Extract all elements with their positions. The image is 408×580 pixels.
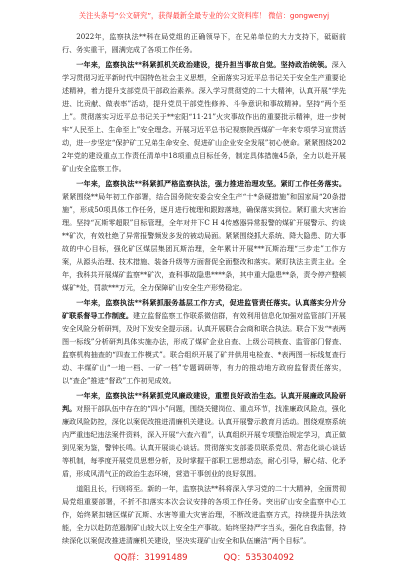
paragraph-text: 道阻且长，行则将至。新的一年，监察执法**科将深入学习党的二十大精神，全面贯彻局党组重要部署，不折不扣落实本次会议安排的各项工作任务。突出矿山安全监察中心工作，始终紧扣辖区煤矿瓦斯、水害等重大灾害治理，不断改进监察方式，持续提升执法效能，全力以赴防范遏制矿山较大以上安全生产事故。始终坚持严字当头，强化自我监督，持续深化以案促改推进清廉机关建设，坚决实现矿山安全和队伍廉洁“两个目标”。 [62,484,346,545]
document-body [62,30,346,549]
paragraph-integrity [62,389,346,480]
paragraph-grassroots-service [62,296,346,387]
paragraph-text: 深入学习贯彻习近平新时代中国特色社会主义思想，全面落实习近平总书记关于安全生产重要论述精神，着力提升支部党员干部政治素养。深入学习贯彻党的二十大精神，认真开展“学先进、比贡献、做表率”活动，提升党员干部党性修养、斗争意识和事故精神。坚持“两个至上”。贯彻落实习近平总书记关于**宏阳“11·21”火灾事故作出的重要批示精神，进一步树牢“人民至上、生命至上”安全理念。开展习近平总书记视察陕西煤矿一年来专项学习宣贯活动，进一步坚定“保护矿工兄弟生命安全、促进矿山企业安全发展”初心使命。紧紧围绕2022年党的建设重点工作责任清单中18项重点目标任务，制定具体措施45条，全力以赴开展矿山安全监察工作。 [62,60,347,173]
paragraph-text: 对照干部队伍中存在的“四小”问题，围绕关键岗位、重点环节，找准廉政风险点，强化廉政风险防控，深化以案促改推进清廉机关建设。认真开展警示教育月活动。围绕观察系统内严重违纪违法案件资料，深入开展“六查六看”，认真组织开展专项整治规定学习，真正做到见案为鉴，警钟长鸣。认真开展谈心谈话。贯彻落实支部委员联系党员、常态化谈心谈话等机制，每季度开展党员思想分析，及时掌握干部职工思想动态，耐心引导，解心结、化矛盾，形成风清气正的政治生态环境，营造干事创业的良好氛围。 [62,404,346,478]
promo-banner [52,10,356,21]
qq-contact-text: QQ：535304092 [223,553,295,563]
paragraph-heading: 一年来，监察执法**科紧抓严格监察执法，强力推进治理攻坚。紧盯工作任务落实。 [76,179,346,188]
contact-footer [0,551,408,565]
paragraph-conclusion [62,482,346,547]
paragraph-intro [62,30,346,56]
paragraph-text: 紧紧围绕**局年初工作部署，结合国务院安委会安全生产“十*条硬措施”和国家局“20条措施”，形成50项具体工作任务，逐月进行梳理和跟踪落地，确保落实到位。紧盯重大灾害治理。坚持“瓦斯零超限”目标管理，全年对井下C H 4传感器异常报警的煤矿开展警示、约谈**矿次，有效杜绝了异常报警频发多发的被动局面。紧紧围绕抓大系统、降大隐患、防大事故的中心目标，强化矿区煤层集团瓦斯治理，全年累计开展***瓦斯治理“三步走”工作方案，从源头治理、技术措施、装备升级等方面督促全面整改和落实。紧盯执法主责主业。全年，我科共开展煤矿监察**矿次，查科事故隐患****条，其中重大隐患**条，责令停产整顿煤矿*处，罚款***万元，全力保障矿山安全生产形势稳定。 [62,192,346,292]
paragraph-heading: 一年来，监察执法**科紧抓机关政治建设，提升担当事故自觉。坚持政治统领。 [76,60,332,69]
paragraph-heading: 一年来，监察执法**科紧抓服务基层工作方式，促进监管责任落实。认真落实分片分矿联系督导工作制度。 [62,298,346,320]
promo-banner-text: 关注头条号“公文研究”，获得最新全最专业的公文资料库！ 微信：gongwenyj [78,11,330,20]
qq-group-text: QQ群：31991489 [113,553,188,563]
paragraph-heading: 一年来，监察执法**科紧抓党风廉政建设，重塑良好政治生态。认真开展廉政风险研判。 [62,391,346,413]
paragraph-text: 建立监督监察工作联系微信群，有效利用信息化加强对监管部门开展安全风险分析研判，及时下发安全提示函。认真开展联合会商和联合执法。联合下发“*表两图一标线”分析研判具体实施办法，形成了煤矿企业自查、上级公司核查、监管部门督查、监察机构抽查的“四查工作模式”。联合组织开展了矿井供用电检查、*表两图一标线复查行动、丰煤矿山“一地一档、一矿一档”专题调研等，有力的推动地方政府监督责任落实，以“查企”推进“督政”工作初见成效。 [62,311,347,385]
paragraph-political-building [62,58,346,175]
paragraph-text: 2022年，监察执法**科在局党组的正确领导下，在兄弟单位的大力支持下，砥砺前行、务实重干，圆满完成了各项工作任务。 [62,32,346,54]
paragraph-enforcement [62,177,346,294]
